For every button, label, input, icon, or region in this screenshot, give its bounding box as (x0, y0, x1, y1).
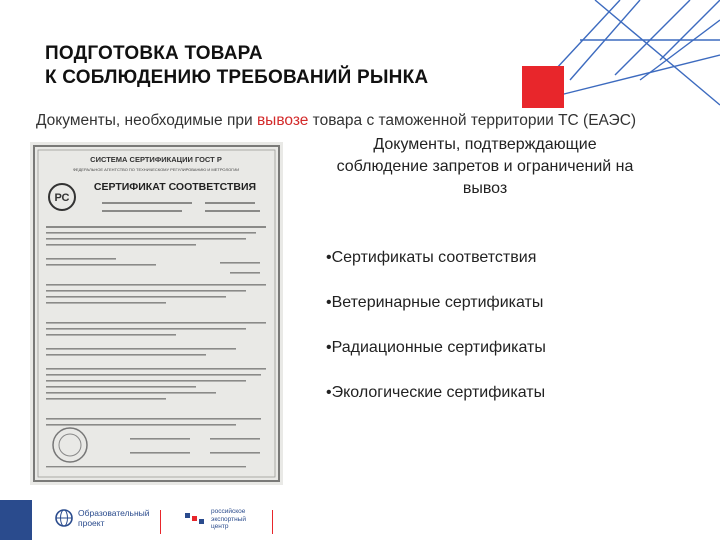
documents-list (326, 248, 546, 428)
list-item: •Ветеринарные сертификаты (326, 294, 544, 311)
subtitle-before: Документы, необходимые при (36, 112, 257, 129)
rec-logo-icon (183, 511, 207, 527)
logo1-line-1: Образовательный (78, 508, 150, 518)
logo2-line-1: российское (211, 508, 246, 515)
page-title (45, 42, 428, 90)
svg-text:РС: РС (54, 192, 70, 204)
footer-separator (160, 510, 161, 534)
list-item: •Сертификаты соответствия (326, 249, 537, 266)
cert-system-text: СИСТЕМА СЕРТИФИКАЦИИ ГОСТ Р (90, 155, 222, 164)
footer-separator (272, 510, 273, 534)
footer-blue-bar (0, 500, 32, 540)
logo2-line-3: центр (211, 523, 229, 530)
subtitle-after: товара с таможенной территории ТС (ЕАЭС) (308, 112, 637, 129)
education-project-logo (54, 508, 150, 528)
subtitle-highlight: вывозе (256, 112, 309, 129)
heading-line-2: соблюдение запретов и ограничений на (336, 158, 634, 175)
certificate-image (30, 142, 283, 485)
title-line-1: ПОДГОТОВКА ТОВАРА (45, 43, 263, 64)
title-line-2: К СОБЛЮДЕНИЮ ТРЕБОВАНИЙ РЫНКА (45, 67, 429, 88)
cert-agency-text: ФЕДЕРАЛЬНОЕ АГЕНТСТВО ПО ТЕХНИЧЕСКОМУ РЕГУЛИРОВАНИЮ И МЕТРОЛОГИИ (72, 167, 240, 172)
heading-line-1: Документы, подтверждающие (373, 136, 597, 153)
subtitle (36, 112, 636, 130)
list-item: •Экологические сертификаты (326, 384, 546, 401)
logo1-line-2: проект (78, 518, 105, 528)
cert-title-text: СЕРТИФИКАТ СООТВЕТСТВИЯ (93, 181, 257, 193)
logo2-line-2: экспортный (211, 515, 246, 523)
globe-icon (54, 508, 74, 528)
documents-heading (300, 134, 670, 200)
heading-line-3: вывоз (462, 180, 508, 197)
export-center-logo (183, 508, 246, 531)
red-accent-square (522, 66, 564, 108)
list-item: •Радиационные сертификаты (326, 339, 546, 356)
